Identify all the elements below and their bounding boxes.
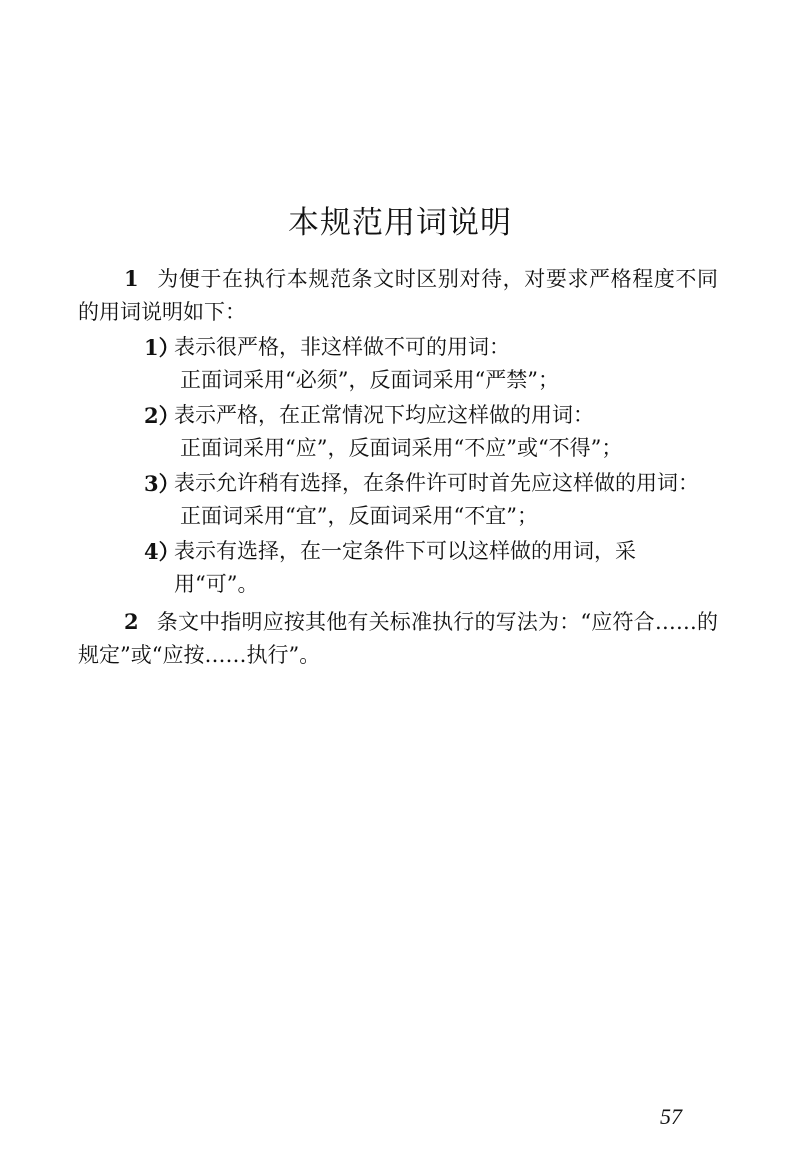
list-item [78, 331, 718, 397]
paragraph-text: 条文中指明应按其他有关标准执行的写法为：“应符合……的规定”或“应按……执行”。 [78, 610, 718, 667]
list-item-description: 表示严格，在正常情况下均应这样做的用词： [174, 403, 594, 427]
list-item-description: 表示有选择，在一定条件下可以这样做的用词，采用“可”。 [174, 539, 636, 596]
document-body [78, 262, 718, 672]
paragraph-2 [78, 605, 718, 672]
list-item-description: 表示很严格，非这样做不可的用词： [174, 335, 510, 359]
list-item-usage: 正面词采用“必须”，反面词采用“严禁”； [180, 368, 559, 392]
list-item [78, 535, 718, 601]
list-item-number: 4） [144, 539, 180, 564]
paragraph-text: 为便于在执行本规范条文时区别对待，对要求严格程度不同的用词说明如下： [78, 267, 718, 324]
list-item-number: 2） [144, 403, 180, 428]
list-item-usage: 正面词采用“应”，反面词采用“不应”或“不得”； [180, 436, 623, 460]
page-title: 本规范用词说明 [288, 204, 512, 241]
list-item-number: 3） [144, 471, 180, 496]
list-item-description: 表示允许稍有选择，在条件许可时首先应这样做的用词： [174, 471, 699, 495]
list-item-number: 1） [144, 335, 180, 360]
page-number: 57 [660, 1104, 682, 1129]
paragraph-1 [78, 262, 718, 329]
paragraph-number: 2 [124, 609, 139, 634]
paragraph-number: 1 [124, 266, 139, 291]
list-item-usage: 正面词采用“宜”，反面词采用“不宜”； [180, 504, 538, 528]
list-item [78, 467, 718, 533]
list-item [78, 399, 718, 465]
